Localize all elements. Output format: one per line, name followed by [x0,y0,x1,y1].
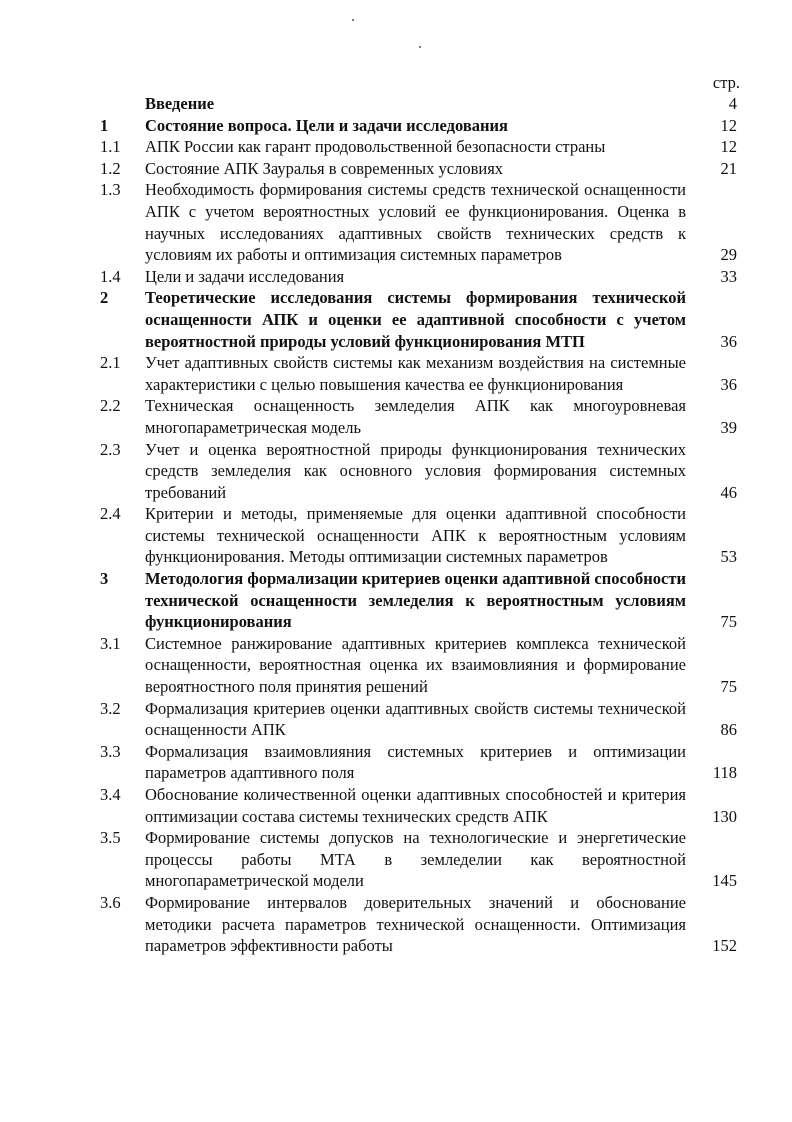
toc-entry-number: 3.1 [100,633,121,653]
toc-entry-page: 29 [720,245,737,265]
toc-entry-number: 2.2 [100,396,121,416]
toc-entry [0,93,792,115]
toc-entry-title: Учет адаптивных свойств системы как механизм воздействия на системные характеристики с целью повышения качества ее функционирования [145,353,686,394]
toc-entry-title: Системное ранжирование адаптивных критериев комплекса технической оснащенности, вероятностная оценка их взаимовлияния и формирование вероятностного поля принятия решений [145,633,686,697]
toc-entry [0,136,792,158]
toc-entry-number: 3.3 [100,741,121,761]
toc-entry [0,287,792,352]
toc-entry-page: 152 [712,936,737,956]
toc-entry [0,395,792,438]
toc-entry [0,568,792,633]
toc-entry-page: 21 [720,158,737,178]
toc-entry [0,352,792,395]
toc-entry [0,827,792,892]
toc-entry [0,503,792,568]
toc-entry-page: 118 [712,763,737,783]
toc-entry-page: 12 [720,115,737,135]
toc-entry-page: 46 [720,482,737,502]
toc-entry [0,892,792,957]
toc-entry-title: Необходимость формирования системы средств технической оснащенности АПК с учетом вероятностных условий ее функционирования. Оценка в научных исследованиях адаптивных свойств технических средств к условиям их работы и оптимизация системных параметров [145,180,686,265]
toc-entry-page: 130 [712,806,737,826]
toc-entry-page: 53 [720,547,737,567]
toc-entry-page: 36 [720,374,737,394]
toc-entry-title: Обоснование количественной оценки адаптивных способностей и критерия оптимизации состава системы технических средств АПК [145,785,686,826]
toc-entry-page: 4 [728,94,737,113]
toc-entry-page: 33 [720,266,737,286]
toc-entry-title: Формализация взаимовлияния системных критериев и оптимизации параметров адаптивного поля [145,741,686,783]
toc-entry [0,158,792,180]
toc-entry [0,179,792,265]
toc-entry-page: 86 [720,720,737,740]
toc-entry-title: Формализация критериев оценки адаптивных свойств системы технической оснащенности АПК [145,698,686,740]
toc-entry-number: 3.4 [100,785,121,804]
toc-entry-title: Теоретические исследования системы формирования технической оснащенности АПК и оценки ее адаптивной способности с учетом вероятностной природы условий функционирования МТП [145,288,686,351]
toc-entry [0,115,792,137]
toc-entry-number: 2 [100,288,109,308]
toc-entry-number: 3.6 [100,892,121,912]
toc-entry [0,439,792,504]
toc-entry [0,741,792,784]
page-column-label: стр. [712,73,740,92]
toc-entry-page: 12 [720,137,737,157]
toc-entry-number: 3.5 [100,828,121,848]
toc-entry [0,698,792,741]
toc-entry-page: 39 [720,417,737,437]
toc-entry-title: Формирование интервалов доверительных значений и обоснование методики расчета параметров технической оснащенности. Оптимизация параметров эффективности работы [145,892,686,956]
toc-entry-number: 1.4 [100,266,121,286]
toc-entry-page: 75 [720,612,737,632]
toc-entry-number: 2.3 [100,439,121,459]
toc-entry-title: Критерии и методы, применяемые для оценки адаптивной способности системы технической оснащенности АПК к вероятностным условиям функционирования. Методы оптимизации системных параметров [145,504,686,567]
toc-entry-number: 3 [100,569,109,589]
toc-entry-page: 145 [712,871,737,891]
toc-entry-title: АПК России как гарант продовольственной безопасности страны [145,137,606,157]
toc-entry-number: 3.2 [100,698,121,718]
toc-entry-title: Техническая оснащенность земледелия АПК как многоуровневая многопараметрическая модель [145,396,686,437]
toc-entry-number: 1.1 [100,137,121,157]
toc-entry-title: Методология формализации критериев оценки адаптивной способности технической оснащенности земледелия к вероятностным условиям функционирования [145,569,686,632]
toc-entry-number: 2.4 [100,504,121,524]
toc-entry-title: Цели и задачи исследования [145,266,345,286]
toc-entry-number: 1.3 [100,180,121,200]
toc-entry-page: 36 [720,331,737,351]
scan-speck [419,46,421,48]
toc-entry-title: Учет и оценка вероятностной природы функционирования технических средств земледелия как основного условия формирования системных требований [145,439,686,502]
toc-entry-number: 1.2 [100,158,121,178]
toc-entry-page: 75 [720,677,737,697]
toc-entry [0,266,792,288]
toc-entry [0,633,792,698]
toc-entry-title: Состояние АПК Зауралья в современных условиях [145,158,504,178]
table-of-contents [0,93,792,957]
toc-entry-title: Введение [145,94,215,113]
scan-speck [352,19,354,21]
toc-entry-number: 1 [100,115,109,135]
toc-entry-number: 2.1 [100,353,121,373]
toc-entry-title: Формирование системы допусков на технологические и энергетические процессы работы МТА в земледелии как вероятностной многопараметрической модели [145,828,686,891]
toc-entry [0,784,792,827]
toc-entry-title: Состояние вопроса. Цели и задачи исследования [145,115,508,135]
